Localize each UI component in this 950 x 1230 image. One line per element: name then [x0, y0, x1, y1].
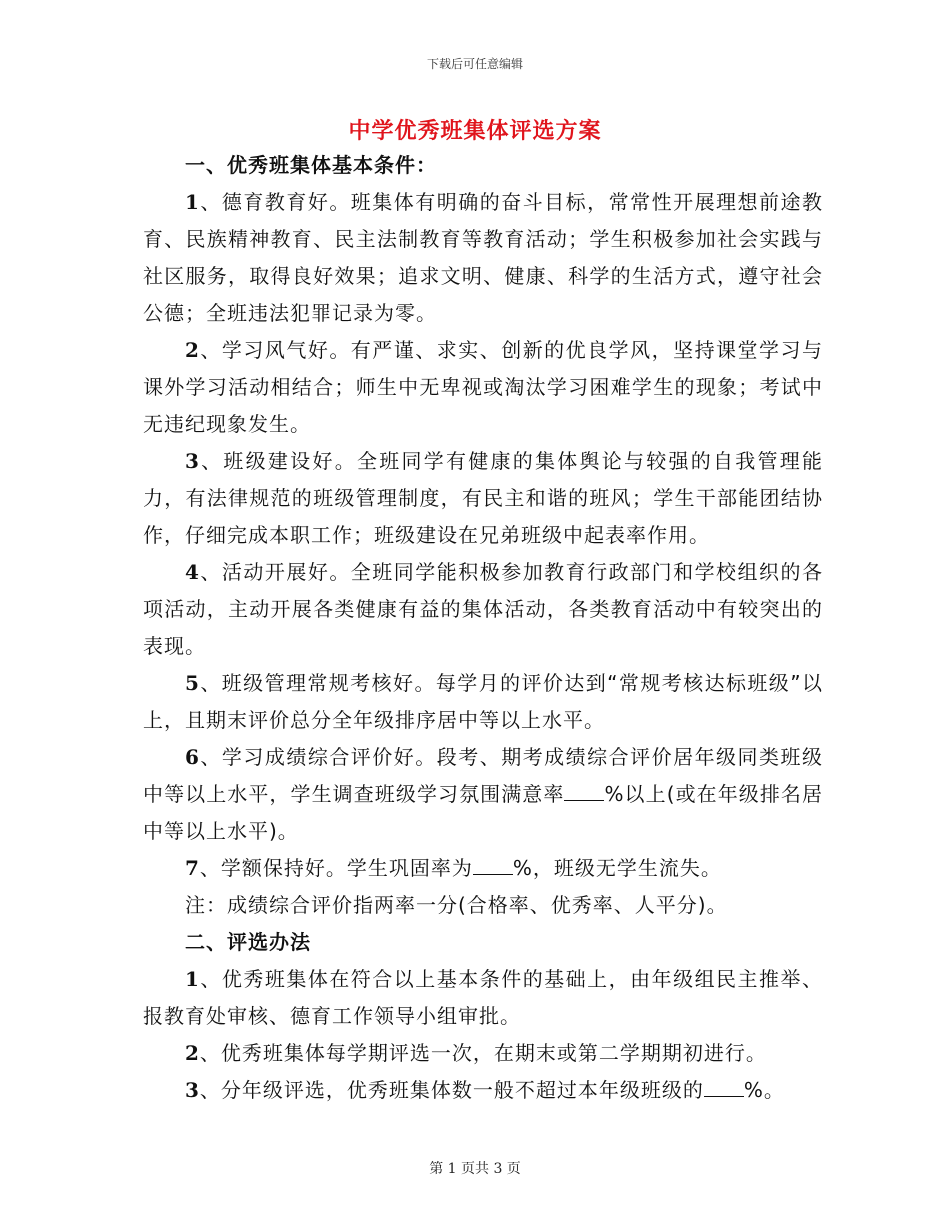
section1-item-3: 3、班级建设好。全班同学有健康的集体舆论与较强的自我管理能力，有法律规范的班级管理制度，有民主和谐的班风；学生干部能团结协作，仔细完成本职工作；班级建设在兄弟班级中起表率作用。 — [143, 449, 823, 547]
section1-item-6: 6、学习成绩综合评价好。段考、期考成绩综合评价居年级同类班级中等以上水平，学生调查班级学习氛围满意率 %以上(或在年级排名居中等以上水平)。 — [143, 745, 824, 843]
fill-blank — [564, 782, 604, 801]
section2-heading: 二、评选办法 — [185, 930, 311, 954]
section1-item-5: 5、班级管理常规考核好。每学月的评价达到“常规考核达标班级”以上，且期末评价总分全年级排序居中等以上水平。 — [143, 671, 823, 732]
document-title: 中学优秀班集体评选方案 — [348, 119, 602, 144]
section1-heading: 一、优秀班集体基本条件： — [185, 153, 437, 177]
section1-item-4: 4、活动开展好。全班同学能积极参加教育行政部门和学校组织的各项活动，主动开展各类健康有益的集体活动，各类教育活动中有较突出的表现。 — [143, 560, 823, 658]
fill-blank — [704, 1078, 744, 1097]
section1-item-1: 1、德育教育好。班集体有明确的奋斗目标，常常性开展理想前途教育、民族精神教育、民主法制教育等教育活动；学生积极参加社会实践与社区服务，取得良好效果；追求文明、健康、科学的生活方式，遵守社会公德；全班违法犯罪记录为零。 — [143, 190, 823, 325]
section2-item-3: 3、分年级评选，优秀班集体数一般不超过本年级班级的 %。 — [185, 1078, 785, 1102]
header-note: 下载后可任意编辑 — [426, 57, 523, 71]
section2-item-2: 2、优秀班集体每学期评选一次，在期末或第二学期期初进行。 — [185, 1041, 767, 1065]
section1-item-7: 7、学额保持好。学生巩固率为 %，班级无学生流失。 — [185, 856, 722, 880]
section1-note: 注：成绩综合评价指两率一分(合格率、优秀率、人平分)。 — [185, 893, 728, 917]
document-body — [143, 147, 823, 1109]
page-footer: 第 1 页共 3 页 — [429, 1161, 521, 1177]
section1-item-2: 2、学习风气好。有严谨、求实、创新的优良学风，坚持课堂学习与课外学习活动相结合；师生中无卑视或淘汰学习困难学生的现象；考试中无违纪现象发生。 — [143, 338, 823, 436]
section2-item-1: 1、优秀班集体在符合以上基本条件的基础上，由年级组民主推举、报教育处审核、德育工作领导小组审批。 — [143, 967, 823, 1028]
fill-blank — [473, 856, 513, 875]
